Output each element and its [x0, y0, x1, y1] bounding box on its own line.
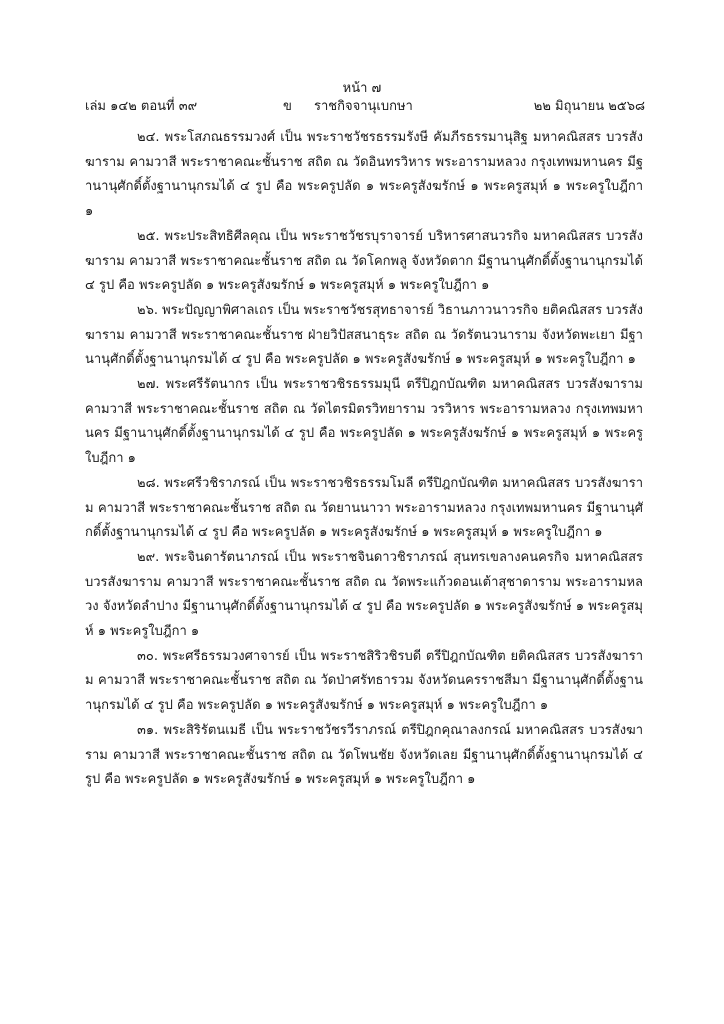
appointment-paragraph-26: ๒๖. พระปัญญาพิศาลเถร เป็น พระราชวัชรสุทธาจารย์ วิธานภาวนาวรกิจ ยติคณิสสร บวรสังฆาราม คามวาสี พระราชาคณะชั้นราช ฝ่ายวิปัสสนาธุระ สถิต ณ วัดรัตนวนาราม จังหวัดพะเยา มีฐานานุศักดิ์ตั้งฐานานุกรมได้ ๔ รูป คือ พระครูปลัด ๑ พระครูสังฆรักษ์ ๑ พระครูสมุห์ ๑ พระครูใบฎีกา ๑ [85, 302, 643, 368]
publication-date: ๒๒ มิถุนายน ๒๕๖๘ [533, 99, 645, 114]
volume-issue: เล่ม ๑๔๒ ตอนที่ ๓๙ [85, 99, 198, 114]
appointment-paragraph-28: ๒๘. พระศรีวชิราภรณ์ เป็น พระราชวชิรธรรมโมลี ตรีปิฎกบัณฑิต มหาคณิสสร บวรสังฆาราม คามวาสี พระราชาคณะชั้นราช สถิต ณ วัดยานนาวา พระอารามหลวง กรุงเทพมหานคร มีฐานานุศักดิ์ตั้งฐานานุกรมได้ ๔ รูป คือ พระครูปลัด ๑ พระครูสังฆรักษ์ ๑ พระครูสมุห์ ๑ พระครูใบฎีกา ๑ [85, 475, 643, 541]
appointment-paragraph-29: ๒๙. พระจินดารัตนาภรณ์ เป็น พระราชจินดาวชิราภรณ์ สุนทรเขลางคนครกิจ มหาคณิสสร บวรสังฆาราม คามวาสี พระราชาคณะชั้นราช สถิต ณ วัดพระแก้วดอนเต้าสุชาดาราม พระอารามหลวง จังหวัดลำปาง มีฐานานุศักดิ์ตั้งฐานานุกรมได้ ๔ รูป คือ พระครูปลัด ๑ พระครูสังฆรักษ์ ๑ พระครูสมุห์ ๑ พระครูใบฎีกา ๑ [85, 549, 643, 640]
section-letter: ข [283, 99, 292, 114]
appointment-paragraph-31: ๓๑. พระสิริรัตนเมธี เป็น พระราชวัชรวีราภรณ์ ตรีปิฎกคุณาลงกรณ์ มหาคณิสสร บวรสังฆาราม คามวาสี พระราชาคณะชั้นราช สถิต ณ วัดโพนชัย จังหวัดเลย มีฐานานุศักดิ์ตั้งฐานานุกรมได้ ๔ รูป คือ พระครูปลัด ๑ พระครูสังฆรักษ์ ๑ พระครูสมุห์ ๑ พระครูใบฎีกา ๑ [85, 722, 643, 788]
appointment-paragraph-24: ๒๔. พระโสภณธรรมวงศ์ เป็น พระราชวัชรธรรมรังษี คัมภีรธรรมานุสิฐ มหาคณิสสร บวรสังฆาราม คามวาสี พระราชาคณะชั้นราช สถิต ณ วัดอินทรวิหาร พระอารามหลวง กรุงเทพมหานคร มีฐานานุศักดิ์ตั้งฐานานุกรมได้ ๔ รูป คือ พระครูปลัด ๑ พระครูสังฆรักษ์ ๑ พระครูสมุห์ ๑ พระครูใบฎีกา ๑ [85, 130, 643, 220]
document-body [85, 126, 643, 793]
page-number: หน้า ๗ [342, 81, 382, 96]
appointment-paragraph-30: ๓๐. พระศรีธรรมวงศาจารย์ เป็น พระราชสิริวชิรบดี ตรีปิฎกบัณฑิต ยติคณิสสร บวรสังฆาราม คามวาสี พระราชาคณะชั้นราช สถิต ณ วัดป่าศรัทธารวม จังหวัดนครราชสีมา มีฐานานุศักดิ์ตั้งฐานานุกรมได้ ๔ รูป คือ พระครูปลัด ๑ พระครูสังฆรักษ์ ๑ พระครูสมุห์ ๑ พระครูใบฎีกา ๑ [85, 648, 643, 714]
appointment-paragraph-25: ๒๕. พระประสิทธิศีลคุณ เป็น พระราชวัชรบุราจารย์ บริหารศาสนวรกิจ มหาคณิสสร บวรสังฆาราม คามวาสี พระราชาคณะชั้นราช สถิต ณ วัดโคกพลู จังหวัดตาก มีฐานานุศักดิ์ตั้งฐานานุกรมได้ ๔ รูป คือ พระครูปลัด ๑ พระครูสังฆรักษ์ ๑ พระครูสมุห์ ๑ พระครูใบฎีกา ๑ [85, 228, 643, 294]
appointment-paragraph-27: ๒๗. พระศรีรัตนากร เป็น พระราชวชิรธรรมมุนี ตรีปิฎกบัณฑิต มหาคณิสสร บวรสังฆาราม คามวาสี พระราชาคณะชั้นราช สถิต ณ วัดไตรมิตรวิทยาราม วรวิหาร พระอารามหลวง กรุงเทพมหานคร มีฐานานุศักดิ์ตั้งฐานานุกรมได้ ๔ รูป คือ พระครูปลัด ๑ พระครูสังฆรักษ์ ๑ พระครูสมุห์ ๑ พระครูใบฎีกา ๑ [85, 377, 643, 467]
gazette-title: ราชกิจจานุเบกษา [314, 99, 413, 114]
gazette-header [85, 98, 645, 116]
